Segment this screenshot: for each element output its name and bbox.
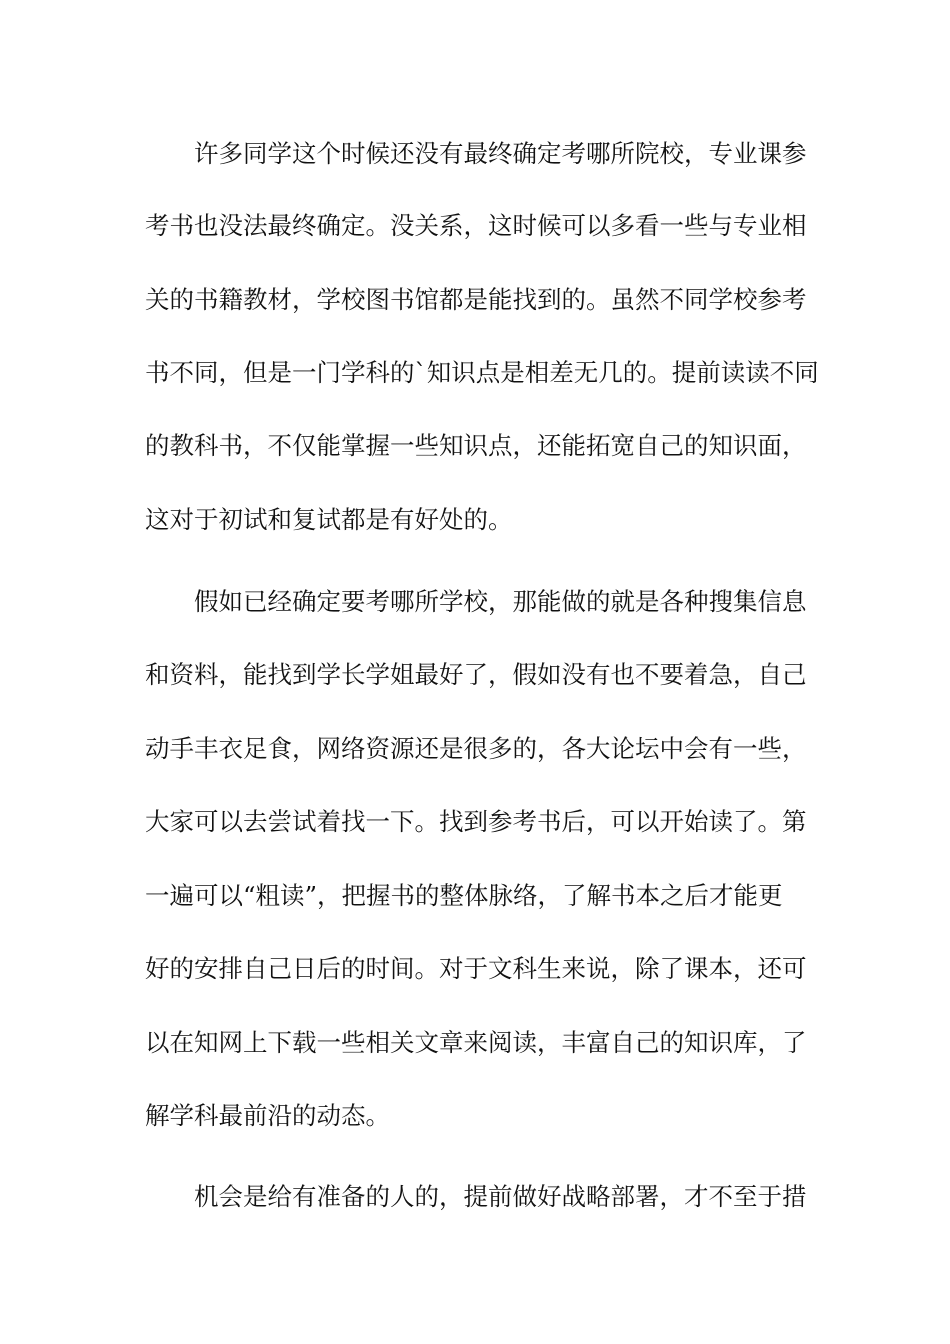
paragraph-1-line-1: 许多同学这个时候还没有最终确定考哪所院校，专业课参 xyxy=(194,139,807,168)
paragraph-1-line-2: 考书也没法最终确定。没关系，这时候可以多看一些与专业相 xyxy=(145,211,807,240)
paragraph-2-line-3: 动手丰衣足食，网络资源还是很多的，各大论坛中会有一些， xyxy=(145,734,807,763)
paragraph-1-line-4: 书不同，但是一门学科的`知识点是相差无几的。提前读读不同 xyxy=(145,358,819,387)
paragraph-2-line-2: 和资料，能找到学长学姐最好了，假如没有也不要着急，自己 xyxy=(145,660,807,689)
paragraph-1-line-3: 关的书籍教材，学校图书馆都是能找到的。虽然不同学校参考 xyxy=(145,285,807,314)
paragraph-2-line-8: 解学科最前沿的动态。 xyxy=(145,1101,390,1130)
paragraph-2-line-1: 假如已经确定要考哪所学校，那能做的就是各种搜集信息 xyxy=(194,587,807,616)
paragraph-1-line-5: 的教科书，不仅能掌握一些知识点，还能拓宽自己的知识面， xyxy=(145,431,807,460)
paragraph-2-line-4: 大家可以去尝试着找一下。找到参考书后，可以开始读了。第 xyxy=(145,807,807,836)
paragraph-2-line-6: 好的安排自己日后的时间。对于文科生来说，除了课本，还可 xyxy=(145,954,807,983)
paragraph-1-line-6: 这对于初试和复试都是有好处的。 xyxy=(145,505,513,534)
paragraph-3-line-1: 机会是给有准备的人的，提前做好战略部署，才不至于措 xyxy=(194,1182,807,1211)
paragraph-2-line-5: 一遍可以“粗读”，把握书的整体脉络，了解书本之后才能更 xyxy=(145,881,783,910)
paragraph-2-line-7: 以在知网上下载一些相关文章来阅读，丰富自己的知识库，了 xyxy=(145,1028,807,1057)
